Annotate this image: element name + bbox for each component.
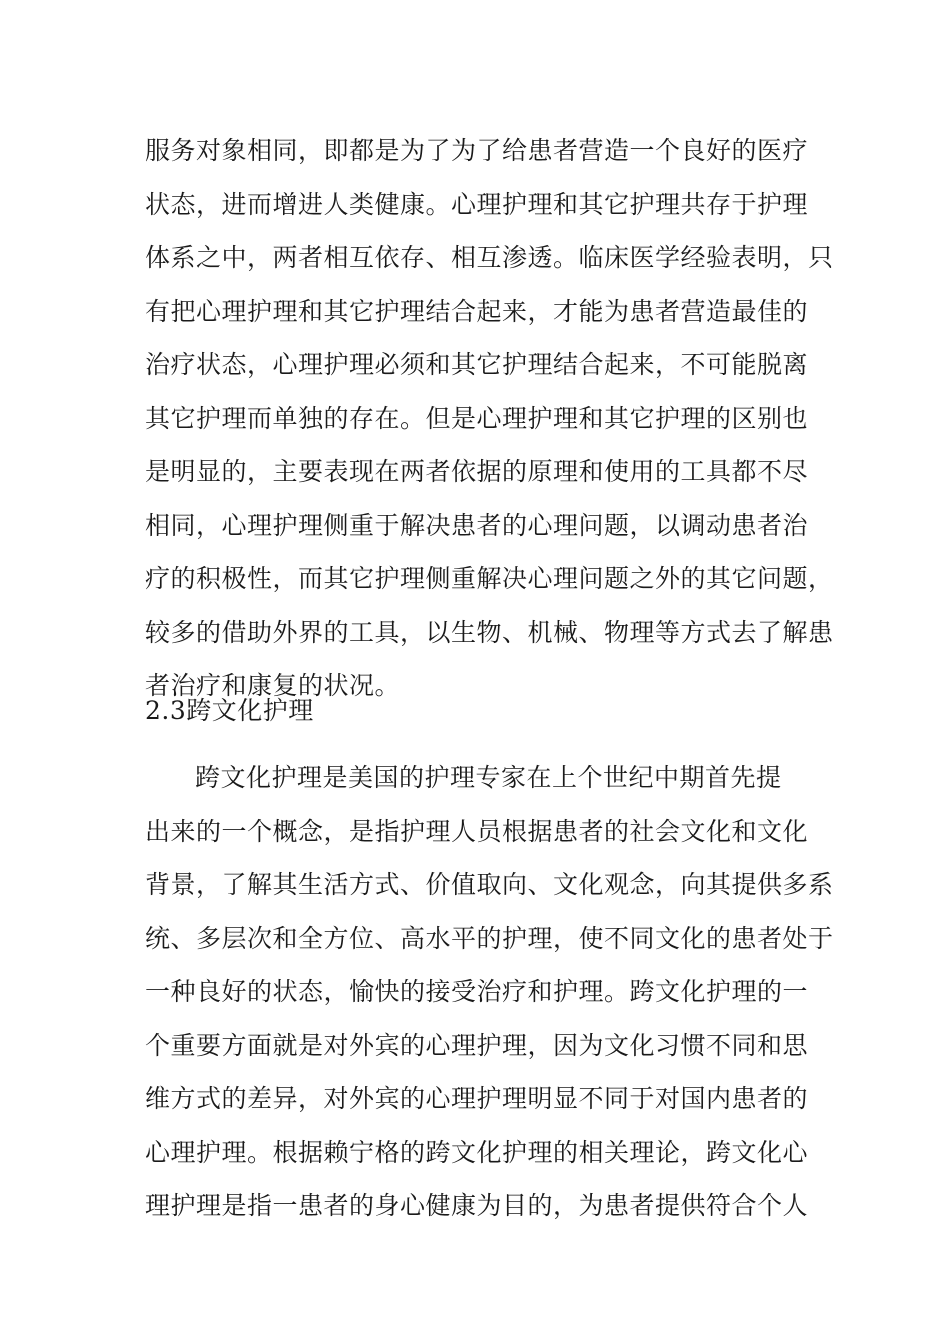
paragraph-line: 其它护理而单独的存在。但是心理护理和其它护理的区别也: [145, 403, 809, 433]
paragraph-line: 状态，进而增进人类健康。心理护理和其它护理共存于护理: [145, 189, 809, 219]
section-heading-text: 2.3跨文化护理: [145, 696, 314, 725]
paragraph-line: 较多的借助外界的工具，以生物、机械、物理等方式去了解患: [145, 617, 834, 647]
paragraph-line: 理护理是指一患者的身心健康为目的，为患者提供符合个人: [145, 1191, 809, 1220]
paragraph-line: 是明显的，主要表现在两者依据的原理和使用的工具都不尽: [145, 457, 809, 486]
paragraph-line: 有把心理护理和其它护理结合起来，才能为患者营造最佳的: [145, 296, 809, 326]
paragraph-line: 个重要方面就是对外宾的心理护理，因为文化习惯不同和思: [145, 1030, 809, 1060]
paragraph-line: 服务对象相同，即都是为了为了给患者营造一个良好的医疗: [145, 136, 809, 165]
paragraph-line: 者治疗和康复的状况。: [145, 671, 401, 700]
paragraph-line: 背景，了解其生活方式、价值取向、文化观念，向其提供多系: [145, 870, 834, 899]
paragraph-line: 治疗状态，心理护理必须和其它护理结合起来，不可能脱离: [145, 350, 809, 379]
paragraph-line: 一种良好的状态，愉快的接受治疗和护理。跨文化护理的一: [145, 977, 809, 1006]
paragraph-line: 相同，心理护理侧重于解决患者的心理问题，以调动患者治: [145, 510, 809, 540]
paragraph-line: 出来的一个概念，是指护理人员根据患者的社会文化和文化: [145, 816, 809, 846]
section-heading: [145, 684, 810, 738]
body-paragraph-1: [145, 124, 834, 713]
paragraph-line: 体系之中，两者相互依存、相互渗透。临床医学经验表明，只: [145, 243, 834, 272]
paragraph-line: 统、多层次和全方位、高水平的护理，使不同文化的患者处于: [145, 923, 834, 953]
body-paragraph-2: [145, 751, 834, 1233]
paragraph-line: 疗的积极性，而其它护理侧重解决心理问题之外的其它问题，: [145, 564, 834, 593]
paragraph-line: 心理护理。根据赖宁格的跨文化护理的相关理论，跨文化心: [145, 1137, 809, 1167]
paragraph-line: 跨文化护理是美国的护理专家在上个世纪中期首先提: [195, 763, 782, 792]
paragraph-line: 维方式的差异，对外宾的心理护理明显不同于对国内患者的: [145, 1084, 809, 1113]
